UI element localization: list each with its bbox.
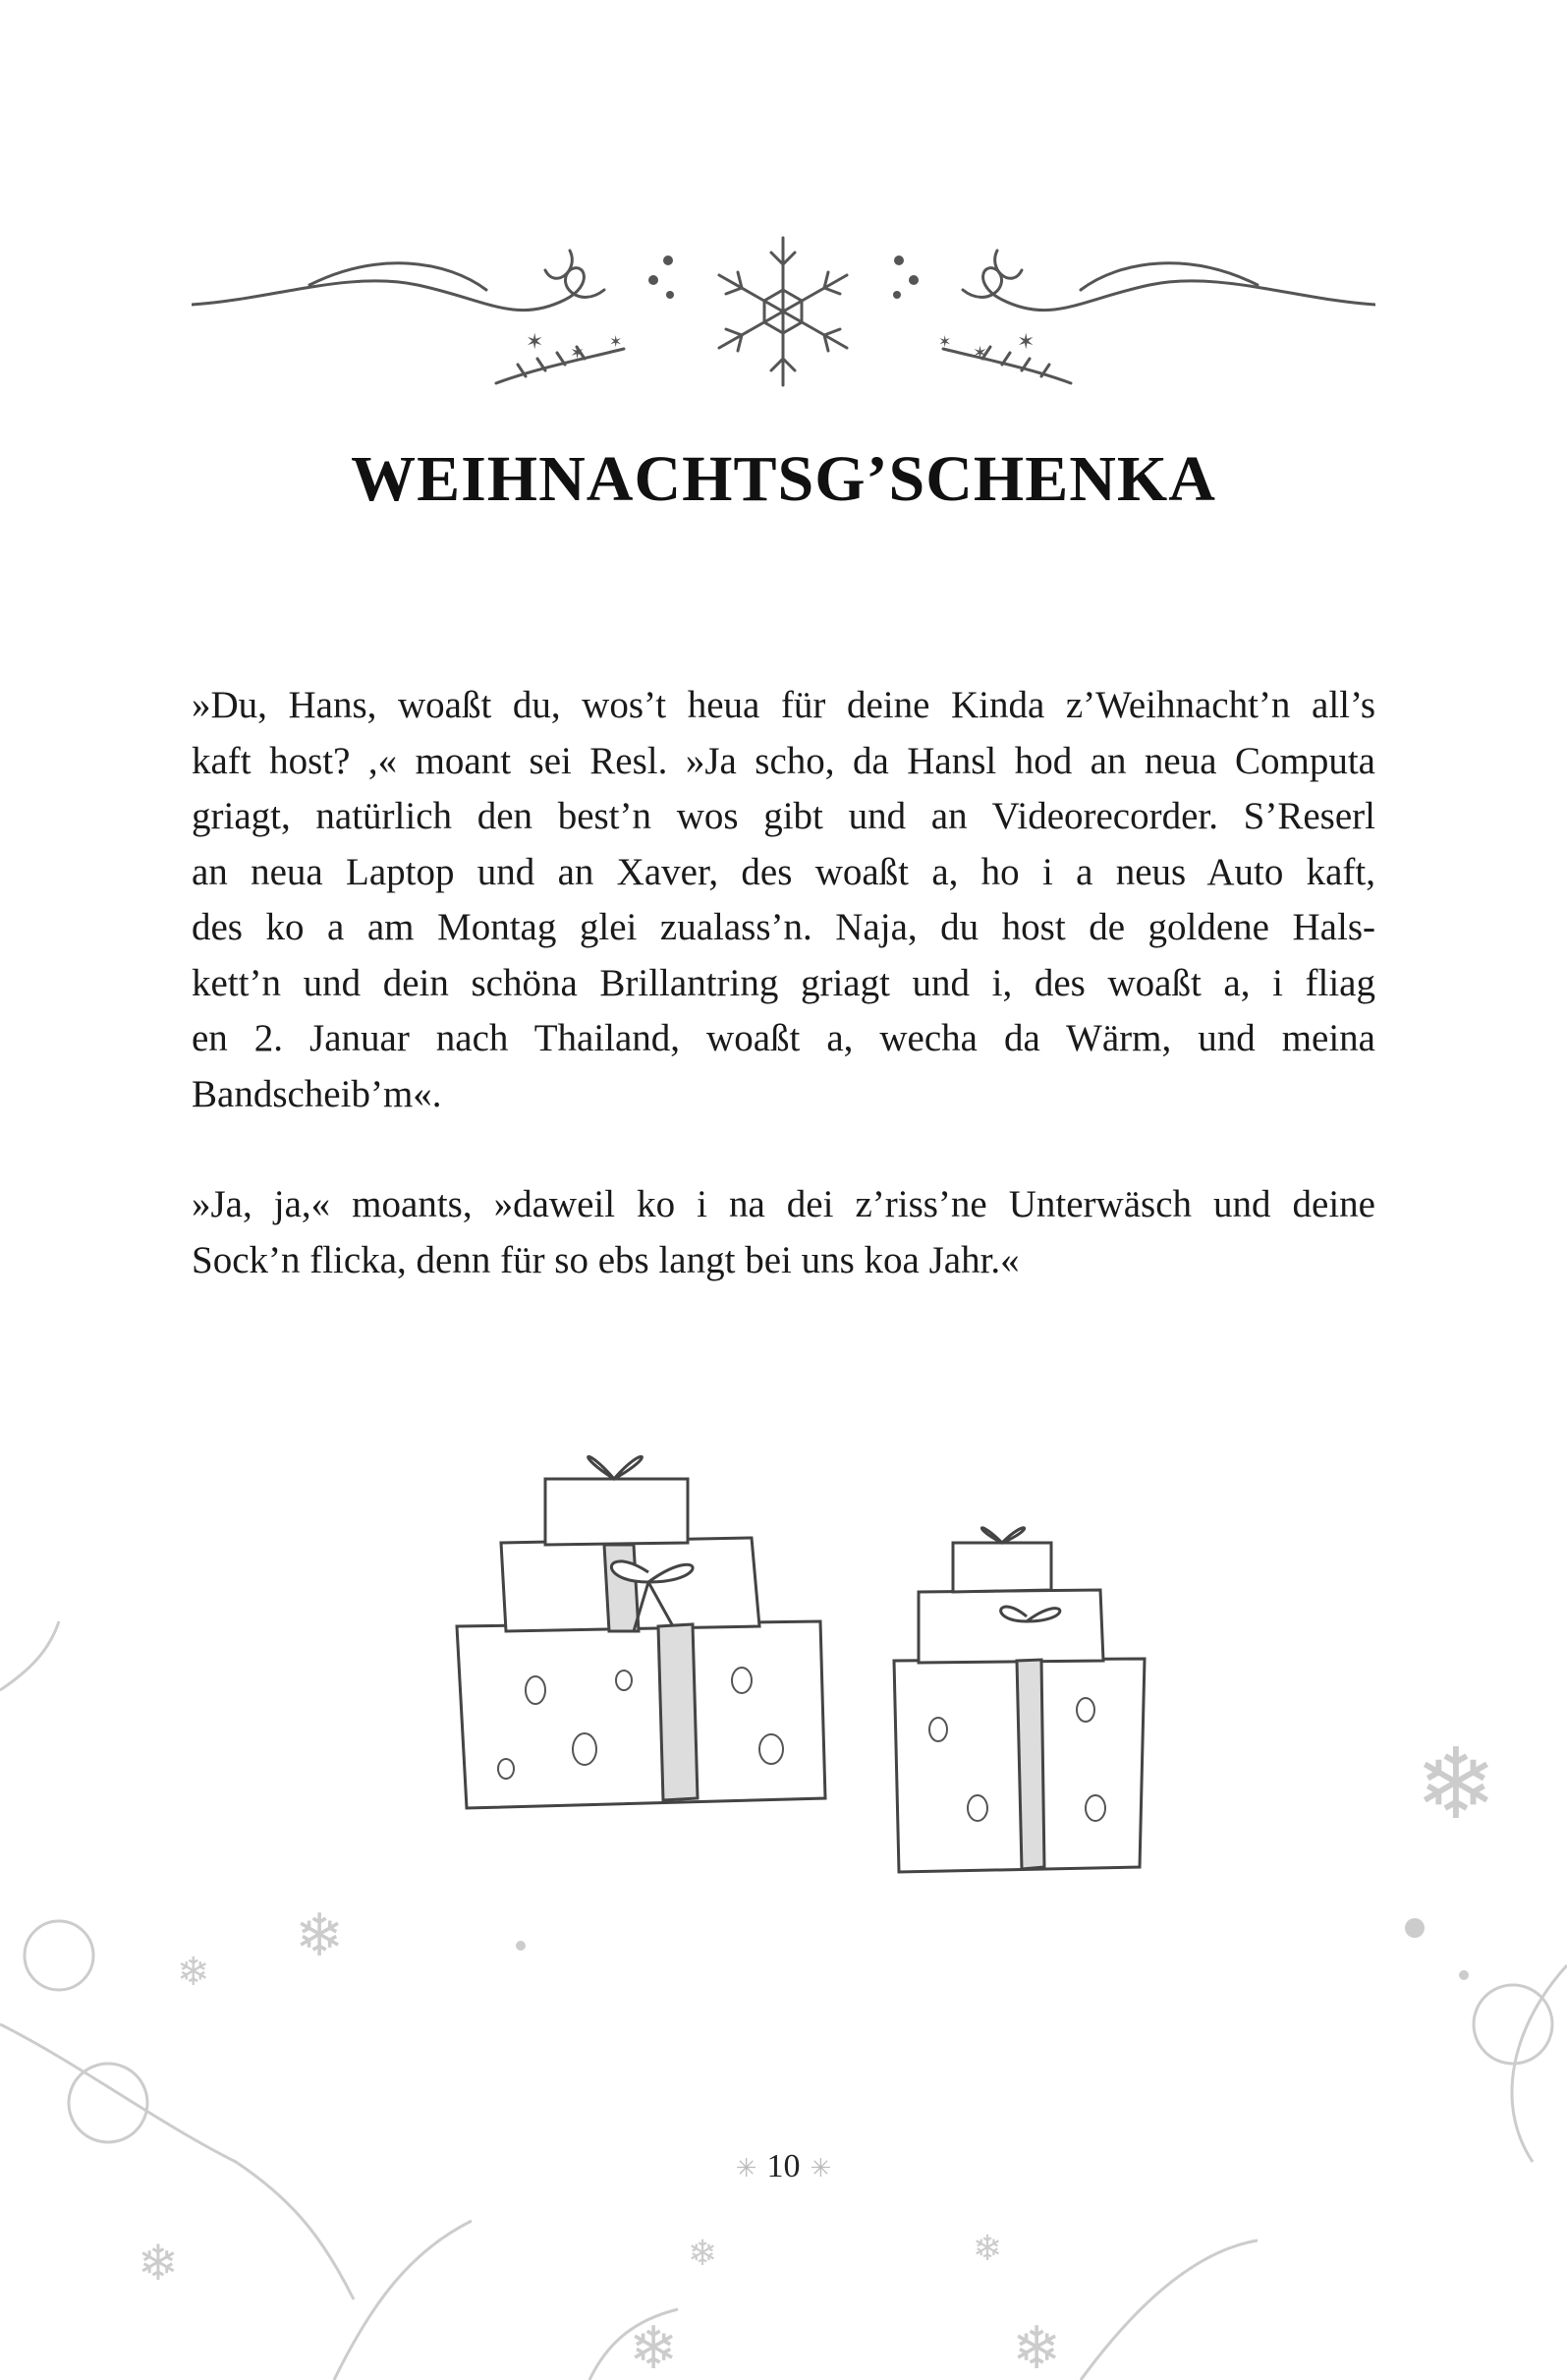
svg-text:✶: ✶	[526, 329, 544, 354]
paragraph-2	[192, 1177, 1375, 1288]
text-line: »Ja, ja,« moants, »daweil ko i na dei z’riss’ne Unterwäsch und deine	[192, 1183, 1375, 1225]
text-line: en 2. Januar nach Thailand, woaßt a, wecha da Wärm, und meina	[192, 1017, 1375, 1059]
svg-text:❄: ❄	[973, 2229, 1003, 2268]
svg-text:❄: ❄	[295, 1903, 345, 1968]
svg-text:✶: ✶	[570, 343, 586, 363]
text-line: an neua Laptop und an Xaver, des woaßt a, ho i a neus Auto kaft,	[192, 850, 1375, 893]
page-number-text: 10	[766, 2148, 801, 2184]
text-line: kett’n und dein schöna Brillantring griagt und i, des woaßt a, i fliag	[192, 961, 1375, 1004]
page-title: WEIHNACHTSG’SCHENKA	[351, 443, 1216, 515]
svg-text:❄: ❄	[138, 2236, 179, 2291]
paragraph-1	[192, 678, 1375, 1122]
svg-text:✶: ✶	[938, 334, 952, 351]
svg-text:✶: ✶	[1017, 329, 1035, 354]
svg-text:✶: ✶	[609, 334, 623, 351]
svg-text:❄: ❄	[1012, 2316, 1062, 2380]
svg-text:❄: ❄	[688, 2234, 718, 2273]
text-line: griagt, natürlich den best’n wos gibt und an Videorecorder. S’Reserl	[192, 795, 1375, 837]
page-number	[0, 2148, 1567, 2185]
svg-text:❄: ❄	[629, 2316, 679, 2380]
svg-text:❄: ❄	[177, 1950, 210, 1994]
text-line: »Du, Hans, woaßt du, wos’t heua für deine Kinda z’Weihnacht’n all’s	[192, 684, 1375, 726]
snowflake-flourish-ornament	[192, 231, 1375, 398]
text-line: Sock’n flicka, denn für so ebs langt bei uns koa Jahr.«	[192, 1238, 1020, 1281]
text-line: Bandscheib’m«.	[192, 1072, 442, 1115]
star-icon: ✳	[735, 2154, 757, 2182]
text-line: des ko a am Montag glei zualass’n. Naja, du host de goldene Hals-	[192, 906, 1375, 948]
svg-text:✶: ✶	[973, 343, 988, 363]
text-line: kaft host? ,« moant sei Resl. »Ja scho, da Hansl hod an neua Computa	[192, 739, 1375, 782]
star-icon: ✳	[810, 2154, 832, 2182]
svg-text:❄: ❄	[1415, 1730, 1497, 1840]
gift-boxes-illustration	[447, 1435, 1154, 1877]
